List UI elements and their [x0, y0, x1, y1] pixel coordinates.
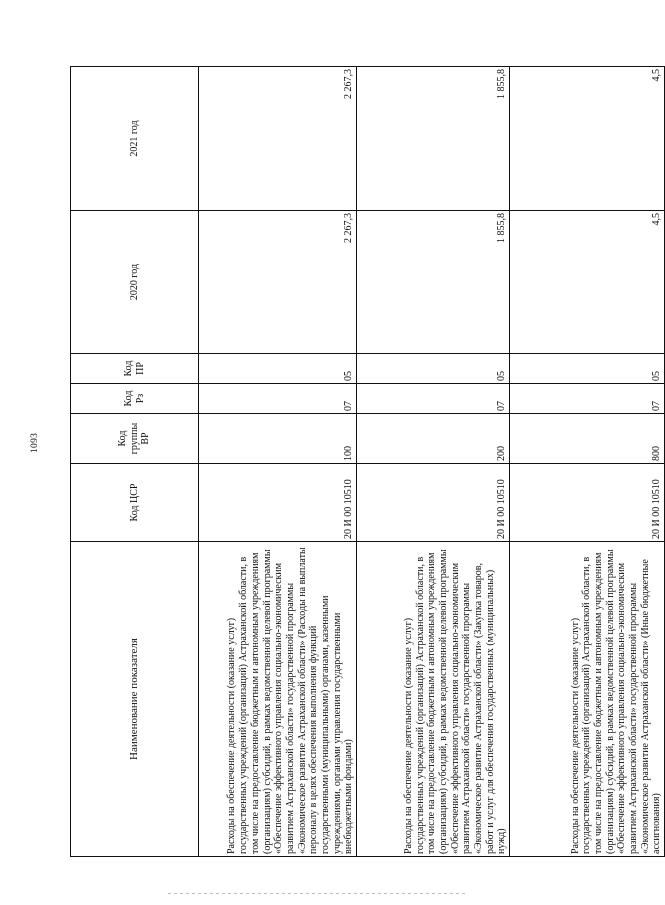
cell-pr: 05	[199, 354, 357, 384]
cell-2021: 2 267,3	[199, 67, 357, 211]
budget-table-container	[70, 67, 663, 857]
cell-pr: 05	[357, 354, 510, 384]
cell-rz: 07	[357, 384, 510, 414]
cell-2021: 1 855,8	[357, 67, 510, 211]
cell-name: Расходы на обеспечение деятельности (оказание услуг) государственных учреждений (организаций) Астраханской области, в том числе на предоставление бюджетным и автономным учреждениям (организациям) субсидий, в рамках ведомственной целевой программы «Обеспечение эффективного управления социально-экономическим развитием Астраханской области» государственной программы «Экономическое развитие Астраханской области» (Расходы на выплаты персоналу в целях обеспечения выполнения функций государственными (муниципальными) органами, казенными учреждениями, органами управления государственными внебюджетными фондами)	[199, 542, 357, 857]
header-2020: 2020 год	[71, 211, 199, 354]
header-name: Наименование показателя	[71, 542, 199, 857]
cell-vr: 200	[357, 414, 510, 464]
cell-2020: 1 855,8	[357, 211, 510, 354]
header-rz: Код Рз	[71, 384, 199, 414]
page-number: 1093	[30, 432, 40, 453]
header-vr: Код группы ВР	[71, 414, 199, 464]
cell-rz: 07	[510, 384, 665, 414]
header-pr: Код ПР	[71, 354, 199, 384]
cell-2021: 4,5	[510, 67, 665, 211]
cell-2020: 2 267,3	[199, 211, 357, 354]
table-row	[199, 67, 357, 857]
cell-vr: 800	[510, 414, 665, 464]
cell-csr: 20 И 00 10510	[199, 464, 357, 542]
cell-csr: 20 И 00 10510	[357, 464, 510, 542]
scan-artifact-line	[168, 893, 468, 894]
cell-2020: 4,5	[510, 211, 665, 354]
cell-pr: 05	[510, 354, 665, 384]
cell-rz: 07	[199, 384, 357, 414]
budget-table	[70, 66, 665, 857]
header-2021: 2021 год	[71, 67, 199, 211]
table-header-row	[71, 67, 199, 857]
table-row	[510, 67, 665, 857]
cell-csr: 20 И 00 10510	[510, 464, 665, 542]
header-csr: Код ЦСР	[71, 464, 199, 542]
cell-name: Расходы на обеспечение деятельности (оказание услуг) государственных учреждений (организаций) Астраханской области, в том числе на предоставление бюджетным и автономным учреждениям (организациям) субсидий, в рамках ведомственной целевой программы «Обеспечение эффективного управления социально-экономическим развитием Астраханской области» государственной программы «Экономическое развитие Астраханской области» (Иные бюджетные ассигнования)	[510, 542, 665, 857]
cell-name: Расходы на обеспечение деятельности (оказание услуг) государственных учреждений (организаций) Астраханской области, в том числе на предоставление бюджетным и автономным учреждениям (организациям) субсидий, в рамках ведомственной целевой программы «Обеспечение эффективного управления социально-экономическим развитием Астраханской области» государственной программы «Экономическое развитие Астраханской области» (Закупка товаров, работ и услуг для обеспечения государственных (муниципальных) нужд)	[357, 542, 510, 857]
cell-vr: 100	[199, 414, 357, 464]
table-row	[357, 67, 510, 857]
